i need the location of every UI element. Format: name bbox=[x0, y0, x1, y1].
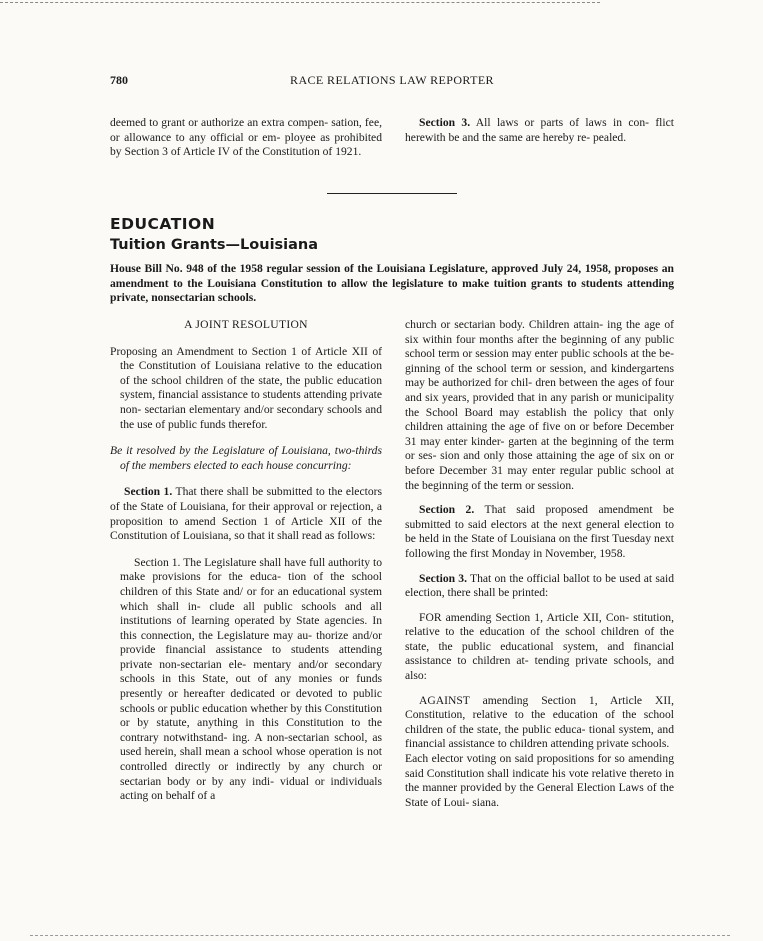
ballot-for: FOR amending Section 1, Article XII, Con- stitution, relative to the education of the school children of the state, the public educational system, and financial assistance to children at- tending private schools, and also: bbox=[405, 610, 674, 683]
section-2-text: That said proposed amendment be submitted to said electors at the next general election to be held in the State of Louisiana on the first Tuesday next following the first Monday in November, 1958. bbox=[405, 503, 674, 560]
proposing-paragraph: Proposing an Amendment to Section 1 of Article XII of the Constitution of Louisiana relative to the education of the school children of the state, the public education system, financial assistance to students attending private non- sectarian elementary and/or secondary schools and the use of public funds therefor. bbox=[110, 344, 382, 431]
repeal-section-text: All laws or parts of laws in con- flict herewith be and the same are hereby re- pealed. bbox=[405, 116, 674, 144]
left-column bbox=[110, 318, 382, 804]
repeal-section-label: Section 3. bbox=[419, 116, 471, 129]
section-1-label: Section 1. bbox=[124, 485, 173, 499]
section-subtitle: Tuition Grants—Louisiana bbox=[110, 237, 319, 253]
section-title: EDUCATION bbox=[110, 215, 216, 233]
page-header bbox=[110, 73, 674, 89]
section-2-label: Section 2. bbox=[419, 503, 475, 517]
quoted-section-1: Section 1. The Legislature shall have full authority to make provisions for the educa- tion of the school children of this State and/ or for an educational system which shall in- clude all public schools and all institutions of learning operated by State agencies. In this connection, the Legislature may au- thorize and/or provide financial assistance to students attending private non-sectarian ele- mentary and/or secondary schools in this State, out of any monies or funds presently or hereafter dedicated or devoted to public schools or public education whether by this Constitution or by statute, anything in this Constitution to the contrary notwithstand- ing. A non-sectarian school, as used herein, shall mean a school whose operation is not controlled directly or indirectly by any church or sectarian body or by any indi- vidual or individuals acting on behalf of a bbox=[120, 555, 382, 803]
section-divider bbox=[327, 193, 457, 194]
bill-summary: House Bill No. 948 of the 1958 regular session of the Louisiana Legislature, approved July 24, 1958, proposes an amendment to the Louisiana Constitution to allow the legislature to make tuition grants to students attending private, nonsectarian schools. bbox=[110, 262, 674, 305]
section-1-text: That there shall be submitted to the electors of the State of Louisiana, for their approval or rejection, a proposition to amend Section 1 of Article XII of the Constitution of Louisiana, so that it shall read as follows: bbox=[110, 485, 382, 543]
ballot-against: AGAINST amending Section 1, Article XII, Constitution, relative to the education of the school children of the state, the public educa- tional system, and financial assistance to children attending private schools. bbox=[405, 693, 674, 751]
section-2 bbox=[405, 503, 674, 561]
top-scan-dash bbox=[0, 2, 600, 3]
continued-text: deemed to grant or authorize an extra compen- sation, fee, or allowance to any official or em- ployee as prohibited by Section 3 of Article IV of the Constitution of 1921. bbox=[110, 116, 382, 159]
joint-resolution-heading: A JOINT RESOLUTION bbox=[184, 318, 308, 331]
closing-paragraph: Each elector voting on said propositions for so amending said Constitution shall indicate his vote relative thereto in the manner provided by the General Election Laws of the State of Loui- siana. bbox=[405, 752, 674, 809]
bottom-scan-dash bbox=[30, 935, 730, 936]
section-3 bbox=[405, 572, 674, 601]
running-title: RACE RELATIONS LAW REPORTER bbox=[290, 73, 494, 87]
section-1 bbox=[110, 485, 382, 543]
repeal-section bbox=[405, 116, 674, 145]
section-3-text: That on the official ballot to be used at said election, there shall be printed: bbox=[405, 571, 674, 600]
top-right-paragraph bbox=[405, 116, 674, 145]
right-column bbox=[405, 318, 674, 810]
top-left-paragraph bbox=[110, 116, 382, 160]
section-3-label: Section 3. bbox=[419, 571, 467, 585]
quoted-continuation: church or sectarian body. Children attain- ing the age of six within four months after the beginning of any public school term or session may enter public schools at the be- ginning of the school term or session, and kindergartens may be authorized for chil- dren between the ages of four and six years, provided that in any parish or municipality the School Board may establish the policy that only children attaining the age of five on or before December 31 may enter kinder- garten at the beginning of the term or ses- sion and only those attaining the age of six on or before December 31 may enter regular public school at the beginning of the term or session. bbox=[405, 318, 674, 492]
page-number: 780 bbox=[110, 73, 128, 87]
resolved-clause: Be it resolved by the Legislature of Louisiana, two-thirds of the members elected to each house concurring: bbox=[110, 444, 382, 472]
